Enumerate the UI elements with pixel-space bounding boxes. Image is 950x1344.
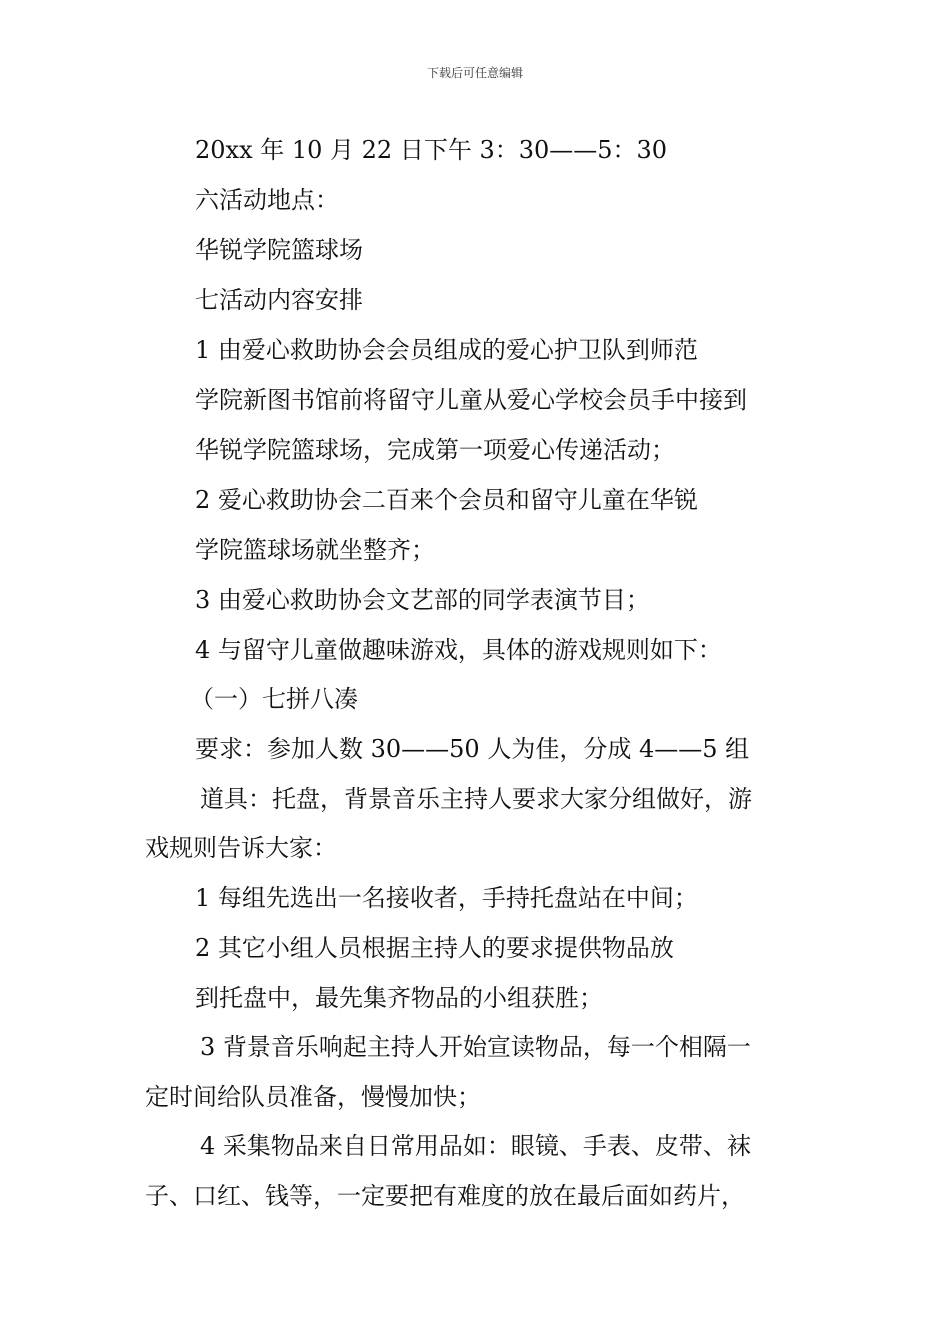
text-line: 华锐学院篮球场，完成第一项爱心传递活动； (195, 436, 675, 464)
text-line: 子、口红、钱等，一定要把有难度的放在最后面如药片， (145, 1182, 745, 1210)
text-line: 3 背景音乐响起主持人开始宣读物品，每一个相隔一 (200, 1033, 751, 1061)
text-line: 七活动内容安排 (195, 286, 363, 314)
text-line: 1 每组先选出一名接收者，手持托盘站在中间； (195, 884, 698, 912)
text-line: 4 采集物品来自日常用品如：眼镜、手表、皮带、袜 (200, 1132, 751, 1160)
text-line: 20xx 年 10 月 22 日下午 3：30——5：30 (195, 136, 668, 164)
text-line: 2 其它小组人员根据主持人的要求提供物品放 (195, 934, 674, 962)
text-line: 六活动地点： (195, 186, 339, 214)
text-line: 4 与留守儿童做趣味游戏，具体的游戏规则如下： (195, 636, 722, 664)
text-line: 定时间给队员准备，慢慢加快； (145, 1083, 481, 1111)
text-line: 学院篮球场就坐整齐； (195, 536, 435, 564)
text-line: 3 由爱心救助协会文艺部的同学表演节目； (195, 586, 650, 614)
text-line: 道具：托盘，背景音乐主持人要求大家分组做好，游 (200, 785, 752, 813)
text-line: （一）七拼八凑 (190, 685, 358, 713)
text-line: 1 由爱心救助协会会员组成的爱心护卫队到师范 (195, 336, 698, 364)
text-line: 华锐学院篮球场 (195, 236, 363, 264)
text-line: 2 爱心救助协会二百来个会员和留守儿童在华锐 (195, 486, 698, 514)
text-line: 要求：参加人数 30——50 人为佳，分成 4——5 组 (195, 735, 750, 763)
text-line: 戏规则告诉大家： (145, 834, 337, 862)
page-header: 下载后可任意编辑 (426, 66, 523, 80)
text-line: 到托盘中，最先集齐物品的小组获胜； (195, 984, 603, 1012)
text-line: 学院新图书馆前将留守儿童从爱心学校会员手中接到 (195, 386, 747, 414)
